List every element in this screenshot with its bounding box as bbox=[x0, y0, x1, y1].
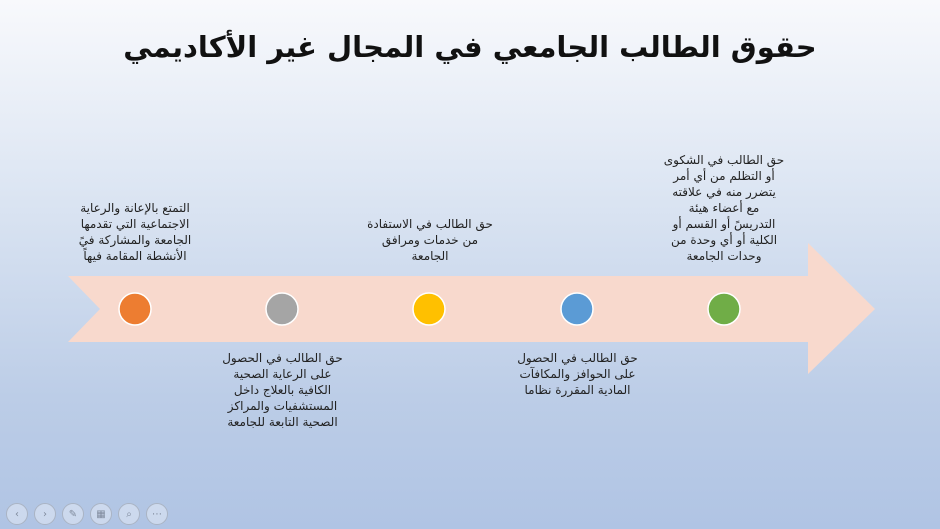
timeline-label-3: حق الطالب في الاستفادة من خدمات ومرافق الجامعة bbox=[367, 217, 493, 263]
timeline-dot-2 bbox=[266, 293, 298, 325]
pen-icon[interactable]: ✎ bbox=[62, 503, 84, 525]
previous-icon[interactable]: ‹ bbox=[6, 503, 28, 525]
timeline-dot-3 bbox=[413, 293, 445, 325]
timeline-label-4: حق الطالب في الحصول على الحوافز والمكافآت المادية المقررة نظاما bbox=[517, 351, 638, 397]
timeline-dot-4 bbox=[561, 293, 593, 325]
timeline-label-1: التمتع بالإعانة والرعاية الاجتماعية التي تقدمها الجامعة والمشاركة فيً الأنشطة المقامة فيهاً bbox=[78, 201, 192, 263]
zoom-icon[interactable]: ⌕ bbox=[118, 503, 140, 525]
timeline-dot-5 bbox=[708, 293, 740, 325]
more-icon[interactable]: ⋯ bbox=[146, 503, 168, 525]
timeline-dot-1 bbox=[119, 293, 151, 325]
slideshow-toolbar bbox=[6, 503, 168, 525]
timeline-label-2: حق الطالب في الحصول على الرعاية الصحية الكافية بالعلاج داخل المستشفيات والمراكز الصحية التابعة للجامعة bbox=[222, 351, 343, 429]
timeline-label-5: حق الطالب في الشكوى أو التظلم من أي أمر يتضرر منه في علاقته مع أعضاء هيئة التدريسً أو القسم أو الكلية أو أي وحدة من وحدات الجامعة bbox=[663, 153, 785, 263]
slide-title: حقوق الطالب الجامعي في المجال غير الأكاديمي bbox=[123, 30, 817, 64]
next-icon[interactable]: › bbox=[34, 503, 56, 525]
slides-icon[interactable]: ▦ bbox=[90, 503, 112, 525]
